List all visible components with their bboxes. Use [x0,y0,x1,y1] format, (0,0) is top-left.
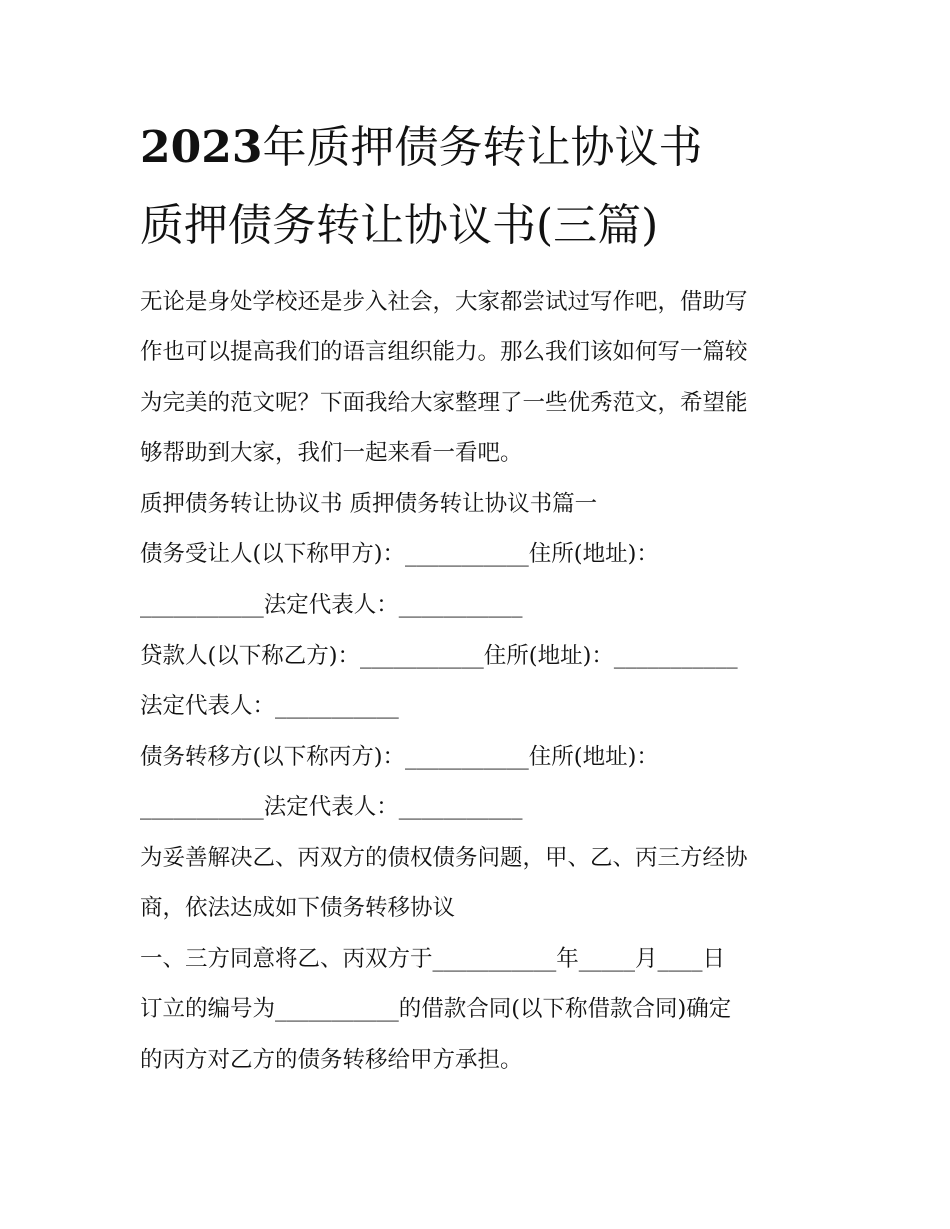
clause-1-line-2: 订立的编号为___________的借款合同(以下称借款合同)确定 [140,996,732,1022]
title-year: 2023 [140,122,263,173]
intro-line-2: 作也可以提高我们的语言组织能力。那么我们该如何写一篇较 [140,339,748,365]
intro-line-4: 够帮助到大家，我们一起来看一看吧。 [140,440,523,466]
party-b-line-2: 法定代表人：___________ [140,693,399,719]
preamble-line-2: 商，依法达成如下债务转移协议 [140,895,456,921]
section-heading: 质押债务转让协议书 质押债务转让协议书篇一 [140,491,598,517]
clause-1-line-3: 的丙方对乙方的债务转移给甲方承担。 [140,1047,523,1073]
party-a-line-1: 债务受让人(以下称甲方)：___________住所(地址)： [140,541,659,567]
clause-1-line-1: 一、三方同意将乙、丙双方于___________年_____月____日 [140,946,726,972]
party-a-line-2: ___________法定代表人：___________ [140,592,523,618]
party-b-line-1: 贷款人(以下称乙方)：___________住所(地址)：___________ [140,643,738,669]
intro-line-1: 无论是身处学校还是步入社会，大家都尝试过写作吧，借助写 [140,289,748,315]
document-title-line-1 [140,118,840,178]
intro-line-3: 为完美的范文呢？下面我给大家整理了一些优秀范文，希望能 [140,390,748,416]
document-title-line-2: 质押债务转让协议书(三篇) [140,200,659,251]
party-c-line-2: ___________法定代表人：___________ [140,794,523,820]
party-c-line-1: 债务转移方(以下称丙方)：___________住所(地址)： [140,744,659,770]
title-line-1-text: 年质押债务转让协议书 [262,122,703,173]
preamble-line-1: 为妥善解决乙、丙双方的债权债务问题，甲、乙、丙三方经协 [140,845,748,871]
